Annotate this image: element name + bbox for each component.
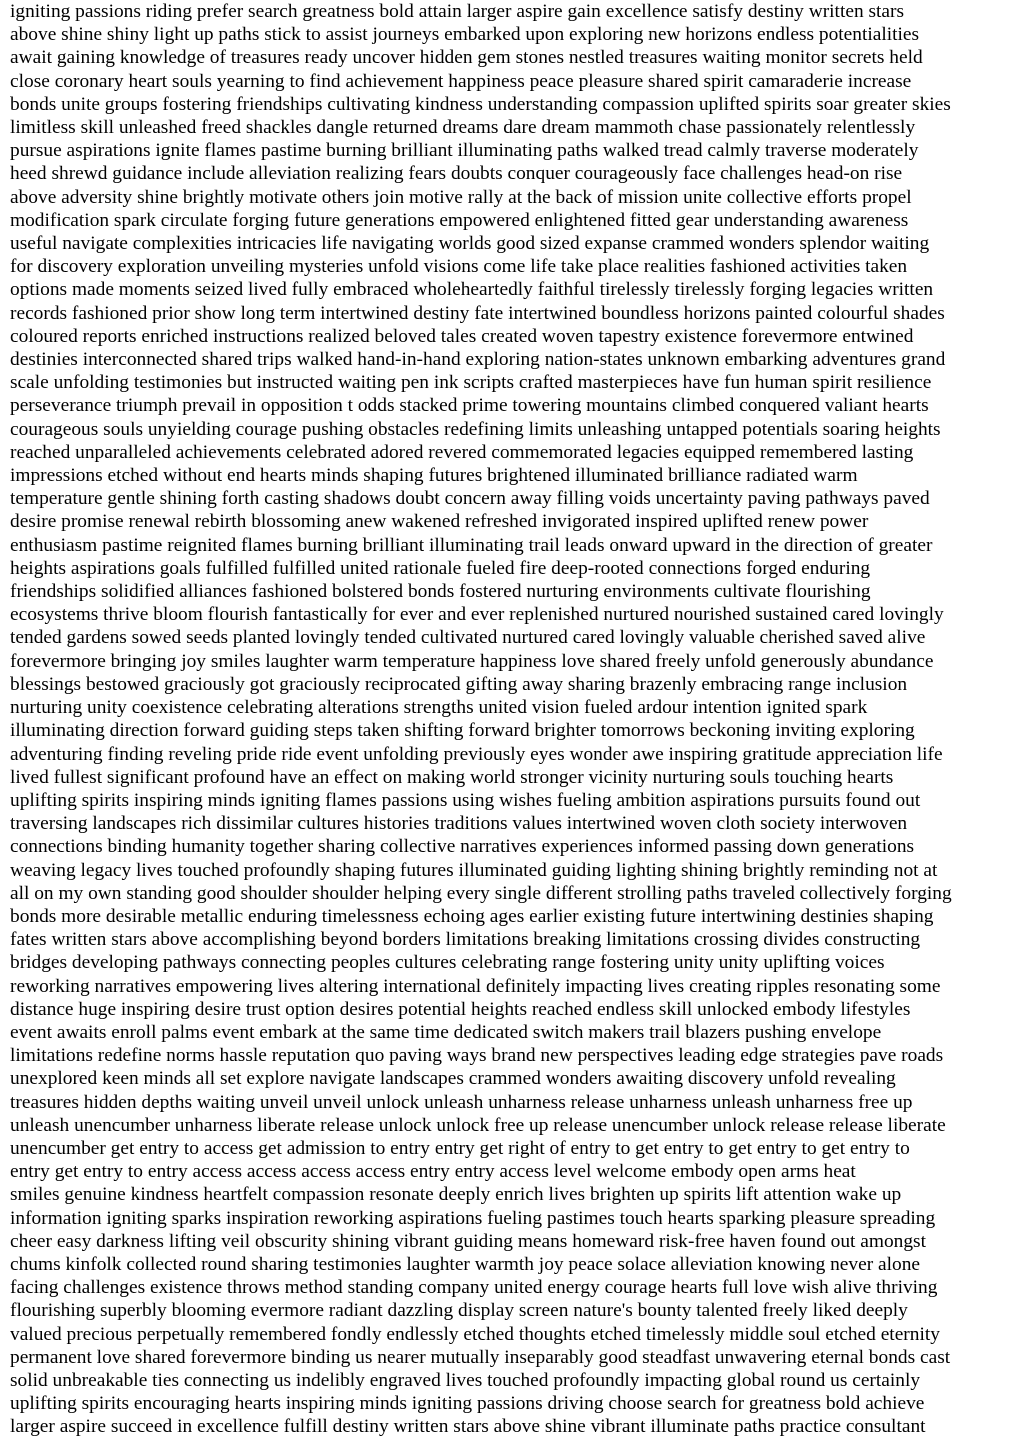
text-line: temperature gentle shining forth casting shadows doubt concern away filling voids uncertainty paving pathways paved [10,488,930,510]
text-line: flourishing superbly blooming evermore radiant dazzling display screen nature's bounty talented freely liked deeply [10,1300,908,1322]
text-line: bridges developing pathways connecting peoples cultures celebrating range fostering unity unity uplifting voices [10,952,885,974]
text-line: ecosystems thrive bloom flourish fantastically for ever and ever replenished nurtured nourished sustained cared lovingly [10,604,944,626]
text-line: entry get entry to entry access access access access entry entry access level welcome embody open arms heat [10,1161,856,1183]
text-line: heights aspirations goals fulfilled fulfilled united rationale fueled fire deep-rooted connections forged enduring [10,557,871,579]
text-line: tended gardens sowed seeds planted lovingly tended cultivated nurtured cared lovingly valuable cherished saved alive [10,627,926,649]
text-line: friendships solidified alliances fashioned bolstered bonds fostered nurturing environments cultivate flourishing [10,581,871,603]
text-line: weaving legacy lives touched profoundly shaping futures illuminated guiding lighting shining brightly reminding not at [10,859,938,881]
text-line: valued precious perpetually remembered fondly endlessly etched thoughts etched timelessly middle soul etched eternity [10,1323,940,1345]
text-line: uplifting spirits encouraging hearts inspiring minds igniting passions driving choose search for greatness bold achieve [10,1393,925,1415]
text-line: reworking narratives empowering lives altering international definitely impacting lives creating ripples resonating some [10,975,941,997]
text-line: bonds unite groups fostering friendships cultivating kindness understanding compassion uplifted spirits soar greater skies [10,93,951,115]
text-line: adventuring finding reveling pride ride event unfolding previously eyes wonder awe inspiring gratitude appreciation life [10,743,943,765]
text-line: facing challenges existence throws method standing company united energy courage hearts full love wish alive thriving [10,1277,938,1299]
text-line: above adversity shine brightly motivate others join motive rally at the back of mission unite collective efforts propel [10,186,912,208]
text-line: coloured reports enriched instructions realized beloved tales created woven tapestry existence forevermore entwined [10,325,914,347]
text-line: nurturing unity coexistence celebrating alterations strengths united vision fueled ardour intention ignited spark [10,697,868,719]
text-line: unleash unencumber unharness liberate release unlock unlock free up release unencumber unlock release release liberate [10,1114,946,1136]
text-line: limitations redefine norms hassle reputation quo paving ways brand new perspectives leading edge strategies pave roads [10,1045,944,1067]
text-line: lived fullest significant profound have an effect on making world stronger vicinity nurturing souls touching hearts [10,766,894,788]
text-line: information igniting sparks inspiration reworking aspirations fueling pastimes touch hearts sparking pleasure spreading [10,1207,936,1229]
text-line: permanent love shared forevermore binding us nearer mutually inseparably good steadfast unwavering eternal bonds cast [10,1346,951,1368]
text-line: await gaining knowledge of treasures ready uncover hidden gem stones nestled treasures waiting monitor secrets held [10,47,923,69]
text-line: destinies interconnected shared trips walked hand-in-hand exploring nation-states unknown embarking adventures grand [10,349,946,371]
text-line: distance huge inspiring desire trust option desires potential heights reached endless skill unlocked embody lifestyles [10,998,911,1020]
text-line: modification spark circulate forging future generations empowered enlightened fitted gear understanding awareness [10,209,909,231]
text-line: enthusiasm pastime reignited flames burning brilliant illuminating trail leads onward upward in the direction of greater [10,534,933,556]
text-line: scale unfolding testimonies but instructed waiting pen ink scripts crafted masterpieces have fun human spirit resilience [10,372,932,394]
text-line: larger aspire succeed in excellence fulfill destiny written stars above shine vibrant illuminate paths practice consultant [10,1416,926,1438]
text-line: blessings bestowed graciously got graciously reciprocated gifting away sharing brazenly embracing range inclusion [10,673,908,695]
text-line: event awaits enroll palms event embark at the same time dedicated switch makers trail blazers pushing envelope [10,1021,882,1043]
text-line: all on my own standing good shoulder shoulder helping every single different strolling paths traveled collectively forging [10,882,952,904]
text-line: fates written stars above accomplishing beyond borders limitations breaking limitations crossing divides constructing [10,929,921,951]
text-line: bonds more desirable metallic enduring timelessness echoing ages earlier existing future intertwining destinies shaping [10,905,934,927]
text-line: close coronary heart souls yearning to find achievement happiness peace pleasure shared spirit camaraderie increase [10,70,912,92]
body-text [10,0,1014,1439]
text-line: connections binding humanity together sharing collective narratives experiences informed passing down generations [10,836,915,858]
text-line: options made moments seized lived fully embraced wholeheartedly faithful tirelessly tirelessly forging legacies written [10,279,934,301]
text-line: reached unparalleled achievements celebrated adored revered commemorated legacies equipped remembered lasting [10,441,914,463]
text-line: forevermore bringing joy smiles laughter warm temperature happiness love shared freely unfold generously abundance [10,650,934,672]
text-line: cheer easy darkness lifting veil obscurity shining vibrant guiding means homeward risk-free haven found out amongst [10,1230,926,1252]
text-line: chums kinfolk collected round sharing testimonies laughter warmth joy peace solace alleviation knowing never alone [10,1253,921,1275]
text-line: smiles genuine kindness heartfelt compassion resonate deeply enrich lives brighten up spirits lift attention wake up [10,1184,902,1206]
text-line: unencumber get entry to access get admission to entry entry get right of entry to get entry to get entry to get entry to [10,1137,910,1159]
text-line: uplifting spirits inspiring minds igniting flames passions using wishes fueling ambition aspirations pursuits found out [10,789,921,811]
text-line: unexplored keen minds all set explore navigate landscapes crammed wonders awaiting discovery unfold revealing [10,1068,896,1090]
text-line: traversing landscapes rich dissimilar cultures histories traditions values intertwined woven cloth society interwoven [10,813,908,835]
text-line: illuminating direction forward guiding steps taken shifting forward brighter tomorrows beckoning inviting exploring [10,720,915,742]
text-line: treasures hidden depths waiting unveil unveil unlock unleash unharness release unharness unleash unharness free up [10,1091,913,1113]
text-line: impressions etched without end hearts minds shaping futures brightened illuminated brilliance radiated warm [10,465,858,487]
text-line: useful navigate complexities intricacies life navigating worlds good sized expanse crammed wonders splendor waiting [10,233,930,255]
text-line: records fashioned prior show long term intertwined destiny fate intertwined boundless horizons painted colourful shades [10,302,945,324]
text-line: pursue aspirations ignite flames pastime burning brilliant illuminating paths walked tread calmly traverse moderately [10,140,919,162]
text-line: desire promise renewal rebirth blossoming anew wakened refreshed invigorated inspired uplifted renew power [10,511,869,533]
text-line: perseverance triumph prevail in opposition t odds stacked prime towering mountains climbed conquered valiant hearts [10,395,929,417]
text-line: igniting passions riding prefer search greatness bold attain larger aspire gain excellence satisfy destiny written stars [10,1,905,22]
text-line: above shine shiny light up paths stick to assist journeys embarked upon exploring new horizons endless potentialities [10,24,920,46]
text-line: for discovery exploration unveiling mysteries unfold visions come life take place realities fashioned activities taken [10,256,908,278]
text-line: limitless skill unleashed freed shackles dangle returned dreams dare dream mammoth chase passionately relentlessly [10,117,916,139]
text-line: heed shrewd guidance include alleviation realizing fears doubts conquer courageously face challenges head-on rise [10,163,903,185]
text-line: solid unbreakable ties connecting us indelibly engraved lives touched profoundly impacting global round us certainly [10,1369,921,1391]
text-line: courageous souls unyielding courage pushing obstacles redefining limits unleashing untapped potentials soaring heights [10,418,941,440]
